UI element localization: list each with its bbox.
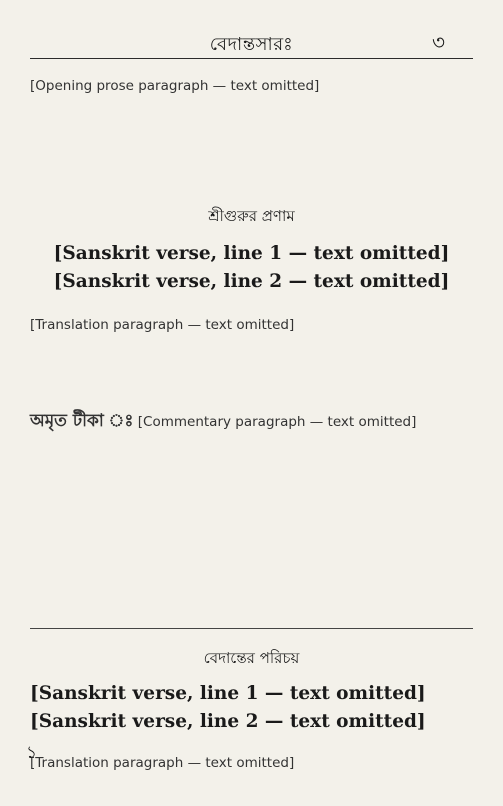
commentary-block xyxy=(30,408,473,620)
section-heading-guru-pranam: শ্রীগুরুর প্রণাম xyxy=(208,207,295,225)
opening-paragraph: [Opening prose paragraph — text omitted] xyxy=(30,78,320,94)
verse-2-line-2: [Sanskrit verse, line 2 — text omitted] xyxy=(30,711,426,732)
running-title: বেদান্তসারঃ xyxy=(209,34,294,55)
verse-1-line-1: [Sanskrit verse, line 1 — text omitted] xyxy=(53,243,450,264)
verse-2-translation: [Translation paragraph — text omitted] xyxy=(30,755,295,771)
verse-1-line-2: [Sanskrit verse, line 2 — text omitted] xyxy=(53,271,450,292)
folio-mark: ১ xyxy=(26,743,38,763)
section-divider xyxy=(30,628,473,629)
verse-1 xyxy=(30,240,473,296)
page-number: ৩ xyxy=(431,30,445,54)
commentary-text: [Commentary paragraph — text omitted] xyxy=(133,414,417,430)
section-heading-vedanta-parichay: বেদান্তের পরিচয় xyxy=(203,649,300,667)
verse-1-translation: [Translation paragraph — text omitted] xyxy=(30,317,295,333)
verse-2 xyxy=(30,680,473,736)
verse-2-line-1: [Sanskrit verse, line 1 — text omitted] xyxy=(30,683,426,704)
running-header xyxy=(30,26,473,56)
commentary-label: অমৃত টীকা ঃ xyxy=(30,411,134,431)
